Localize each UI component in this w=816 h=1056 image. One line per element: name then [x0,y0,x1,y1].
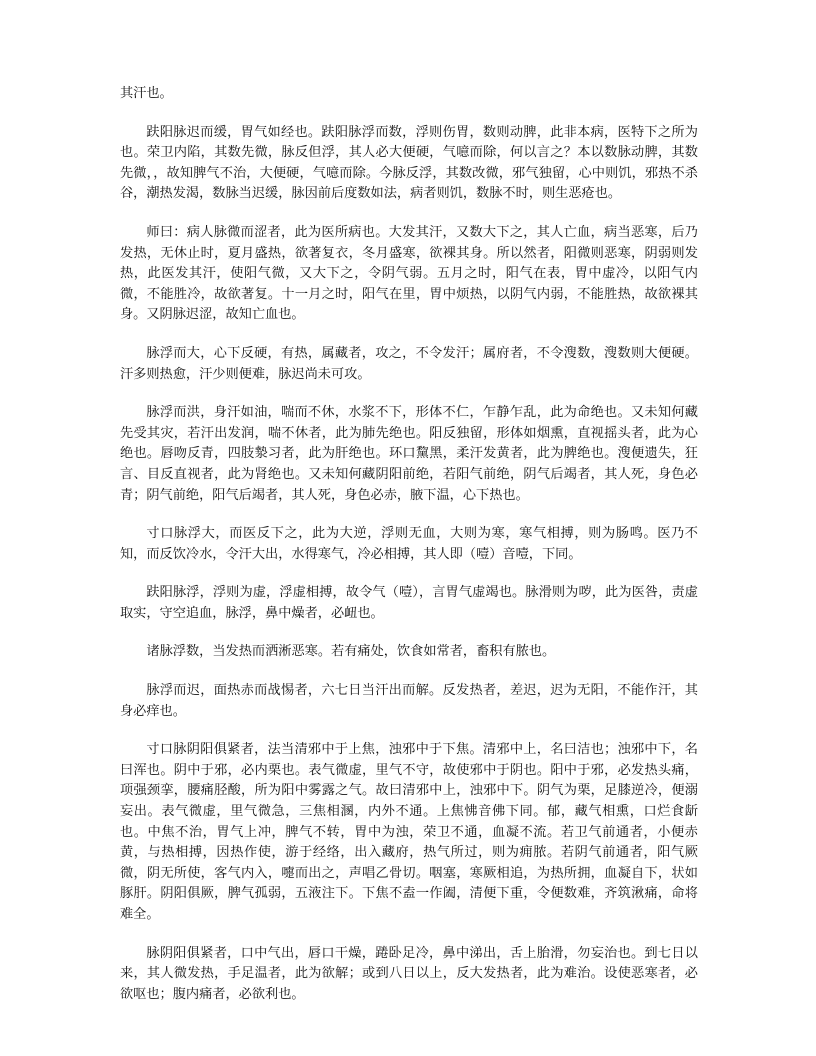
paragraph: 趺阳脉浮，浮则为虚，浮虚相搏，故令气（噎），言胃气虚竭也。脉滑则为哕，此为医咎，责虚取实，守空追血，脉浮，鼻中燥者，必衄也。 [120,585,698,621]
paragraph: 趺阳脉迟而缓，胃气如经也。趺阳脉浮而数，浮则伤胃，数则动脾，此非本病，医特下之所为也。荣卫内陷，其数先微，脉反但浮，其人必大便硬，气噫而除，何以言之？本以数脉动脾，其数先微，，故知脾气不治，大便硬，气噫而除。今脉反浮，其数改微，邪气独留，心中则饥，邪热不杀谷，潮热发渴，数脉当迟缓，脉因前后度数如法，病者则饥，数脉不时，则生恶疮也。 [120,124,698,202]
paragraph: 诸脉浮数，当发热而洒淅恶寒。若有痛处，饮食如常者，畜积有脓也。 [146,644,556,660]
paragraph: 脉浮而迟，面热赤而战惕者，六七日当汗出而解。反发热者，差迟，迟为无阳，不能作汗，其身必痒也。 [120,683,698,719]
paragraph: 脉浮而大，心下反硬，有热，属藏者，攻之，不令发汗；属府者，不令溲数，溲数则大便硬。汗多则热愈，汗少则便难，脉迟尚未可攻。 [120,345,698,382]
paragraph: 师曰：病人脉微而涩者，此为医所病也。大发其汗，又数大下之，其人亡血，病当恶寒，后乃发热，无休止时，夏月盛热，欲著复衣，冬月盛寒，欲裸其身。所以然者，阳微则恶寒，阴弱则发热，此医发其汗，使阳气微，又大下之，令阴气弱。五月之时，阳气在表，胃中虚冷，以阳气内微，不能胜冷，故欲著复。十一月之时，阳气在里，胃中烦热，以阴气内弱，不能胜热，故欲裸其身。又阴脉迟涩，故知亡血也。 [120,224,698,323]
paragraph: 脉阴阳俱紧者，口中气出，唇口干燥，踡卧足冷，鼻中涕出，舌上胎滑，勿妄治也。到七日以来，其人微发热，手足温者，此为欲解；或到八日以上，反大发热者，此为难治。设使恶寒者，必欲呕也；腹内痛者，必欲利也。 [120,945,698,1002]
paragraph: 寸口脉浮大，而医反下之，此为大逆，浮则无血，大则为寒，寒气相搏，则为肠鸣。医乃不知，而反饮冷水，令汗大出，水得寒气，冷必相搏，其人即（噎）音噎，下同。 [120,526,698,562]
paragraph: 寸口脉阴阳俱紧者，法当清邪中于上焦，浊邪中于下焦。清邪中上，名曰洁也；浊邪中下，名曰浑也。阴中于邪，必内栗也。表气微虚，里气不守，故使邪中于阴也。阳中于邪，必发热头痛，项强颈挛，腰痛胫酸，所为阳中雾露之气。故曰清邪中上，浊邪中下。阴气为栗，足膝逆冷，便溺妄出。表气微虚，里气微急，三焦相溷，内外不通。上焦怫音佛下同。郁，藏气相熏，口烂食龂也。中焦不治，胃气上冲，脾气不转，胃中为浊，荣卫不通，血凝不流。若卫气前通者，小便赤黄，与热相搏，因热作使，游于经络，出入藏府，热气所过，则为痈脓。若阴气前通者，阳气厥微，阴无所使，客气内入，嚏而出之，声唱乙骨切。咽塞，寒厥相追，为热所拥，血凝自下，状如豚肝。阴阳俱厥，脾气孤弱，五液注下。下焦不盍一作阖，清便下重，令便数难，齐筑湫痛，命将难全。 [120,742,698,922]
document-body [120,84,698,1005]
paragraph-continuation: 其汗也。 [120,86,173,101]
paragraph: 脉浮而洪，身汗如油，喘而不休，水浆不下，形体不仁，乍静乍乱，此为命绝也。又未知何藏先受其灾，若汗出发润，喘不休者，此为肺先绝也。阳反独留，形体如烟熏，直视摇头者，此为心绝也。唇吻反青，四肢漐习者，此为肝绝也。环口黧黑，柔汗发黄者，此为脾绝也。溲便遗失，狂言、目反直视者，此为肾绝也。又未知何藏阴阳前绝，若阳气前绝，阴气后竭者，其人死，身色必青；阴气前绝，阳气后竭者，其人死，身色必赤，腋下温，心下热也。 [120,405,698,503]
